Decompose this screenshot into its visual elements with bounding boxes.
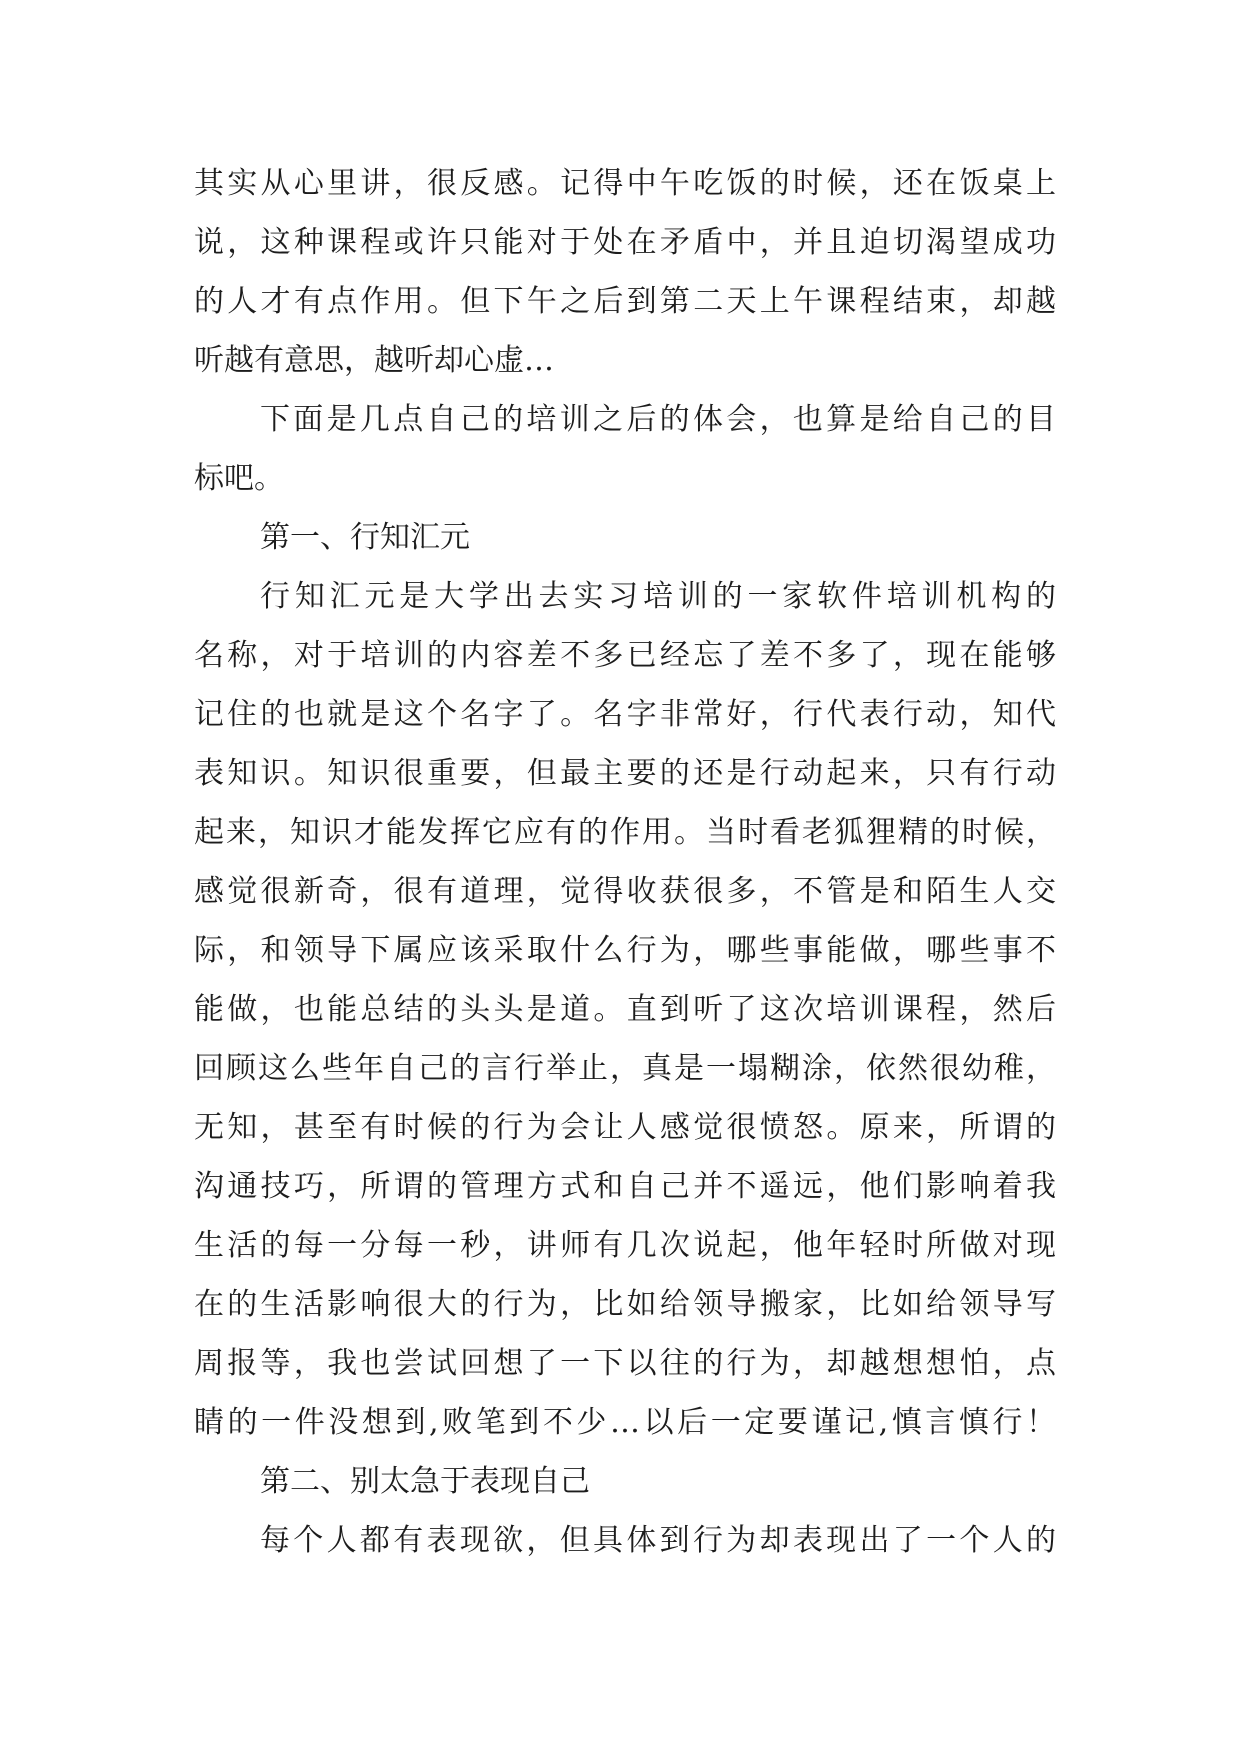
text-line: 感觉很新奇，很有道理，觉得收获很多，不管是和陌生人交 — [194, 874, 1056, 909]
text-line: 起来，知识才能发挥它应有的作用。当时看老狐狸精的时候， — [194, 815, 1056, 850]
text-line: 回顾这么些年自己的言行举止，真是一塌糊涂，依然很幼稚， — [194, 1051, 1056, 1086]
text-line: 生活的每一分每一秒，讲师有几次说起，他年轻时所做对现 — [194, 1228, 1056, 1263]
paragraph — [194, 390, 1056, 508]
text-line: 名称，对于培训的内容差不多已经忘了差不多了，现在能够 — [194, 638, 1056, 673]
text-line: 行知汇元是大学出去实习培训的一家软件培训机构的 — [260, 579, 1056, 614]
section-heading-text: 第一、行知汇元 — [260, 520, 470, 555]
document-body — [194, 154, 1056, 1570]
paragraph — [194, 567, 1056, 1452]
text-line: 下面是几点自己的培训之后的体会，也算是给自己的目 — [260, 402, 1056, 437]
text-line: 标吧。 — [194, 461, 284, 496]
paragraph — [194, 154, 1056, 390]
section-heading — [194, 1452, 1056, 1511]
text-line: 沟通技巧，所谓的管理方式和自己并不遥远，他们影响着我 — [194, 1169, 1056, 1204]
text-line: 听越有意思，越听却心虚… — [194, 343, 554, 378]
section-heading-text: 第二、别太急于表现自己 — [260, 1464, 590, 1499]
paragraph — [194, 1511, 1056, 1570]
text-line: 能做，也能总结的头头是道。直到听了这次培训课程，然后 — [194, 992, 1056, 1027]
text-line: 周报等，我也尝试回想了一下以往的行为，却越想想怕，点 — [194, 1346, 1056, 1381]
text-line: 说，这种课程或许只能对于处在矛盾中，并且迫切渴望成功 — [194, 225, 1056, 260]
text-line: 际，和领导下属应该采取什么行为，哪些事能做，哪些事不 — [194, 933, 1056, 968]
text-line: 其实从心里讲，很反感。记得中午吃饭的时候，还在饭桌上 — [194, 166, 1056, 201]
text-line: 无知，甚至有时候的行为会让人感觉很愤怒。原来，所谓的 — [194, 1110, 1056, 1145]
text-line: 记住的也就是这个名字了。名字非常好，行代表行动，知代 — [194, 697, 1056, 732]
text-line: 睛的一件没想到,败笔到不少…以后一定要谨记,慎言慎行！ — [194, 1405, 1056, 1440]
section-heading — [194, 508, 1056, 567]
text-line: 每个人都有表现欲，但具体到行为却表现出了一个人的 — [260, 1523, 1056, 1558]
text-line: 在的生活影响很大的行为，比如给领导搬家，比如给领导写 — [194, 1287, 1056, 1322]
text-line: 表知识。知识很重要，但最主要的还是行动起来，只有行动 — [194, 756, 1056, 791]
text-line: 的人才有点作用。但下午之后到第二天上午课程结束，却越 — [194, 284, 1056, 319]
